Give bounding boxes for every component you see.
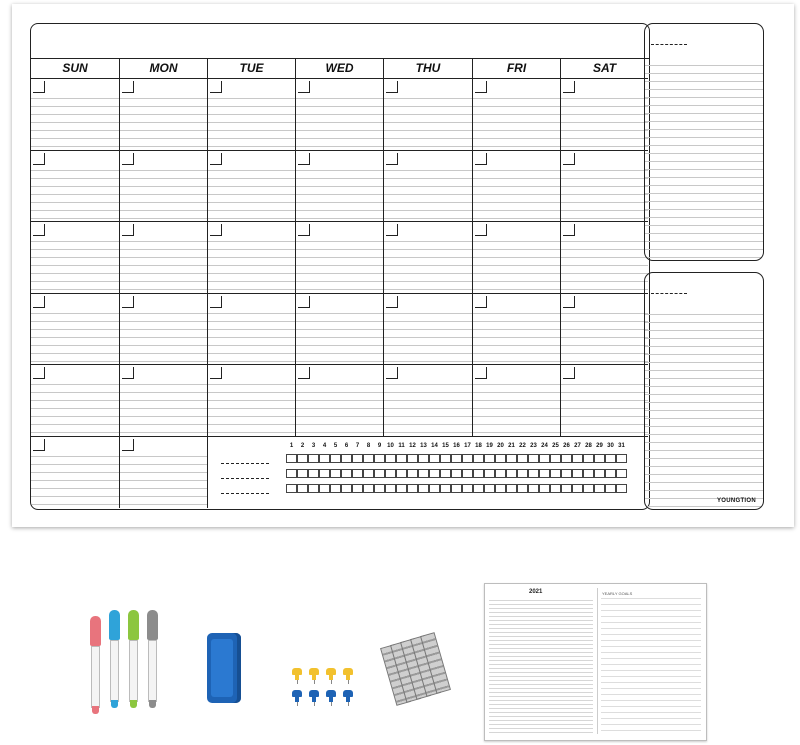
- date-number-box: [210, 224, 222, 236]
- tracker-checkbox: [319, 484, 330, 493]
- date-number-box: [210, 153, 222, 165]
- tracker-checkbox: [605, 454, 616, 463]
- day-cell: [561, 222, 648, 294]
- tracker-day-number: 29: [596, 442, 603, 449]
- tracker-checkbox: [429, 469, 440, 478]
- day-cell: [384, 222, 473, 294]
- day-cell: [473, 79, 561, 151]
- tracker-checkbox: [374, 454, 385, 463]
- marker: [90, 616, 101, 716]
- push-pin: [292, 690, 302, 706]
- tracker-day-number: 21: [508, 442, 515, 449]
- tracker-day-number: 12: [409, 442, 416, 449]
- tracker-checkbox: [330, 484, 341, 493]
- tracker-day-numbers: [286, 443, 627, 449]
- tracker-checkbox: [440, 469, 451, 478]
- tracker-checkbox: [572, 484, 583, 493]
- tracker-checkbox: [462, 469, 473, 478]
- day-cell: [31, 365, 120, 437]
- notes-heading-blank: [651, 293, 687, 294]
- tracker-checkbox: [594, 469, 605, 478]
- tracker-checkbox: [583, 469, 594, 478]
- date-number-box: [33, 81, 45, 93]
- day-cell: [384, 151, 473, 223]
- day-cell: [473, 365, 561, 437]
- tracker-checkbox: [517, 484, 528, 493]
- day-cell: [120, 437, 208, 509]
- day-cell: [296, 151, 384, 223]
- date-number-box: [298, 153, 310, 165]
- tracker-checkbox: [484, 469, 495, 478]
- tracker-day-number: 22: [519, 442, 526, 449]
- tracker-checkbox: [473, 454, 484, 463]
- tracker-checkbox: [374, 469, 385, 478]
- tracker-checkbox: [616, 484, 627, 493]
- tracker-checkbox: [528, 484, 539, 493]
- tracker-checkbox: [319, 454, 330, 463]
- tracker-day-number: 6: [344, 442, 349, 449]
- tracker-checkbox: [572, 454, 583, 463]
- date-number-box: [298, 81, 310, 93]
- tracker-checkbox: [539, 484, 550, 493]
- tracker-checkbox: [484, 454, 495, 463]
- date-number-box: [33, 439, 45, 451]
- date-number-box: [33, 296, 45, 308]
- tracker-day-number: 27: [574, 442, 581, 449]
- tracker-day-number: 26: [563, 442, 570, 449]
- day-cell: [31, 294, 120, 366]
- date-number-box: [122, 153, 134, 165]
- tracker-checkbox: [440, 454, 451, 463]
- tracker-day-number: 25: [552, 442, 559, 449]
- tracker-day-number: 24: [541, 442, 548, 449]
- marker: [109, 610, 120, 710]
- tracker-checkbox: [539, 469, 550, 478]
- marker-body: [110, 640, 119, 702]
- push-pin: [343, 668, 353, 684]
- sheet-divider: [597, 588, 598, 734]
- tracker-checkbox: [407, 469, 418, 478]
- marker-tip: [149, 700, 156, 708]
- tracker-checkbox: [319, 469, 330, 478]
- tracker-checkbox: [462, 484, 473, 493]
- marker-body: [129, 640, 138, 702]
- notes-panel-top: [644, 23, 764, 261]
- tracker-checkbox: [605, 484, 616, 493]
- tracker-checkbox: [473, 469, 484, 478]
- mini-year-calendar: [489, 600, 593, 734]
- day-cell: [296, 365, 384, 437]
- tracker-checkbox: [308, 469, 319, 478]
- tracker-checkbox: [330, 469, 341, 478]
- tracker-checkbox: [594, 454, 605, 463]
- tracker-checkbox: [418, 484, 429, 493]
- day-cell: [120, 294, 208, 366]
- tracker-checkbox: [374, 484, 385, 493]
- tracker-checkbox: [616, 454, 627, 463]
- date-number-box: [298, 367, 310, 379]
- day-cell: [384, 79, 473, 151]
- tracker-checkbox: [517, 454, 528, 463]
- tracker-day-number: 15: [442, 442, 449, 449]
- tracker-checkbox: [429, 454, 440, 463]
- push-pin: [326, 690, 336, 706]
- tracker-checkbox: [418, 454, 429, 463]
- marker-body: [148, 640, 157, 702]
- date-number-box: [210, 81, 222, 93]
- day-cell: [31, 437, 120, 509]
- day-header-fri: FRI: [473, 58, 561, 79]
- tracker-checkbox: [429, 484, 440, 493]
- notes-panel-bottom: [644, 272, 764, 510]
- tracker-day-number: 30: [607, 442, 614, 449]
- day-cell: [384, 365, 473, 437]
- date-number-box: [210, 367, 222, 379]
- date-number-box: [475, 367, 487, 379]
- day-cell: [120, 222, 208, 294]
- sheet-goals-title: YEARLY GOALS: [602, 591, 633, 596]
- tracker-day-number: 18: [475, 442, 482, 449]
- day-cell: [208, 151, 296, 223]
- tracker-checkbox: [385, 484, 396, 493]
- date-number-box: [563, 153, 575, 165]
- tracker-checkbox: [286, 469, 297, 478]
- day-cell: [208, 79, 296, 151]
- day-cell: [208, 222, 296, 294]
- tracker-checkbox: [550, 469, 561, 478]
- tracker-checkbox: [583, 484, 594, 493]
- tracker-checkbox: [605, 469, 616, 478]
- day-cell: [31, 222, 120, 294]
- day-header-thu: THU: [384, 58, 473, 79]
- date-number-box: [475, 153, 487, 165]
- habit-label-blank: [221, 478, 269, 479]
- tracker-day-number: 17: [464, 442, 471, 449]
- marker-cap: [147, 610, 158, 640]
- date-number-box: [298, 224, 310, 236]
- tracker-checkbox: [341, 454, 352, 463]
- day-cell: [296, 294, 384, 366]
- tracker-checkbox: [495, 484, 506, 493]
- date-number-box: [475, 224, 487, 236]
- date-number-box: [386, 296, 398, 308]
- notes-heading-blank: [651, 44, 687, 45]
- habit-label-blank: [221, 493, 269, 494]
- tracker-checkbox: [495, 469, 506, 478]
- tracker-checkbox: [616, 469, 627, 478]
- day-cell: [296, 222, 384, 294]
- tracker-checkbox: [341, 469, 352, 478]
- tracker-checkbox: [561, 484, 572, 493]
- tracker-day-number: 1: [289, 442, 294, 449]
- date-number-box: [298, 296, 310, 308]
- date-number-box: [563, 367, 575, 379]
- day-cell: [31, 79, 120, 151]
- tracker-checkbox: [297, 484, 308, 493]
- tracker-checkbox: [396, 454, 407, 463]
- tracker-checkbox: [385, 469, 396, 478]
- tracker-day-number: 11: [398, 442, 405, 449]
- tracker-checkbox: [407, 484, 418, 493]
- tracker-checkbox: [561, 454, 572, 463]
- date-number-box: [386, 367, 398, 379]
- tracker-checkbox: [352, 484, 363, 493]
- tracker-checkbox: [352, 469, 363, 478]
- tracker-checkbox: [440, 484, 451, 493]
- eraser-grip: [211, 639, 233, 697]
- date-number-box: [563, 296, 575, 308]
- tracker-day-number: 5: [333, 442, 338, 449]
- marker: [147, 610, 158, 710]
- day-header-tue: TUE: [208, 58, 296, 79]
- tracker-checkbox: [286, 484, 297, 493]
- tracker-checkbox: [506, 469, 517, 478]
- tracker-checkbox: [396, 469, 407, 478]
- tracker-checkbox: [528, 454, 539, 463]
- tracker-checkbox: [473, 484, 484, 493]
- tracker-checkbox: [451, 484, 462, 493]
- day-header-sun: SUN: [31, 58, 120, 79]
- day-cell: [561, 365, 648, 437]
- push-pin: [343, 690, 353, 706]
- marker: [128, 610, 139, 710]
- tracker-checkbox: [550, 484, 561, 493]
- push-pin: [309, 668, 319, 684]
- tracker-checkbox: [396, 484, 407, 493]
- day-cell: [31, 151, 120, 223]
- tracker-day-number: 13: [420, 442, 427, 449]
- tracker-checkbox: [297, 454, 308, 463]
- tracker-checkbox-row: [286, 484, 627, 493]
- tracker-checkbox: [506, 484, 517, 493]
- day-cell: [473, 222, 561, 294]
- push-pin: [326, 668, 336, 684]
- date-number-box: [386, 153, 398, 165]
- sheet-year: 2021: [529, 589, 543, 595]
- tracker-checkbox: [517, 469, 528, 478]
- date-number-box: [475, 296, 487, 308]
- brand-logo: YOUNGTION: [716, 498, 756, 504]
- push-pin: [309, 690, 319, 706]
- habit-label-blank: [221, 463, 269, 464]
- tracker-day-number: 2: [300, 442, 305, 449]
- tracker-checkbox: [561, 469, 572, 478]
- tracker-day-number: 23: [530, 442, 537, 449]
- tracker-checkbox: [341, 484, 352, 493]
- marker-cap: [90, 616, 101, 646]
- marker-cap: [109, 610, 120, 640]
- day-cell: [120, 79, 208, 151]
- tracker-checkbox: [506, 454, 517, 463]
- date-number-box: [475, 81, 487, 93]
- tracker-day-number: 20: [497, 442, 504, 449]
- day-header-mon: MON: [120, 58, 208, 79]
- date-number-box: [563, 81, 575, 93]
- tracker-day-number: 9: [377, 442, 382, 449]
- tracker-checkbox: [297, 469, 308, 478]
- date-number-box: [386, 224, 398, 236]
- goals-lines: [601, 598, 701, 734]
- tracker-day-number: 4: [322, 442, 327, 449]
- marker-tip: [130, 700, 137, 708]
- tracker-day-number: 19: [486, 442, 493, 449]
- date-number-box: [122, 439, 134, 451]
- date-number-box: [33, 224, 45, 236]
- tracker-day-number: 16: [453, 442, 460, 449]
- tracker-checkbox: [550, 454, 561, 463]
- tracker-checkbox: [363, 454, 374, 463]
- marker-cap: [128, 610, 139, 640]
- tracker-checkbox: [407, 454, 418, 463]
- tracker-checkbox: [528, 469, 539, 478]
- date-number-box: [122, 296, 134, 308]
- date-number-box: [33, 367, 45, 379]
- tracker-checkbox: [462, 454, 473, 463]
- date-number-box: [122, 81, 134, 93]
- month-title-bar: [31, 24, 649, 59]
- day-cell: [120, 365, 208, 437]
- tracker-checkbox: [330, 454, 341, 463]
- tracker-checkbox: [352, 454, 363, 463]
- day-cell: [208, 365, 296, 437]
- push-pin: [292, 668, 302, 684]
- day-cell: [384, 294, 473, 366]
- tracker-day-number: 10: [387, 442, 394, 449]
- day-cell: [473, 151, 561, 223]
- tracker-checkbox: [572, 469, 583, 478]
- date-number-box: [122, 224, 134, 236]
- tracker-checkbox: [539, 454, 550, 463]
- tracker-checkbox-row: [286, 469, 627, 478]
- tracker-checkbox: [594, 484, 605, 493]
- tracker-checkbox: [418, 469, 429, 478]
- magnetic-eraser: [207, 633, 241, 703]
- tracker-day-number: 7: [355, 442, 360, 449]
- date-number-box: [210, 296, 222, 308]
- monthly-calendar-grid: [30, 23, 650, 510]
- tracker-day-number: 28: [585, 442, 592, 449]
- tracker-day-number: 8: [366, 442, 371, 449]
- habit-tracker: [209, 437, 650, 508]
- marker-tip: [92, 706, 99, 714]
- tracker-checkbox: [484, 484, 495, 493]
- day-header-wed: WED: [296, 58, 384, 79]
- tracker-checkbox: [363, 469, 374, 478]
- yearly-goals-sheet: [484, 583, 707, 741]
- tracker-checkbox-row: [286, 454, 627, 463]
- tracker-checkbox: [308, 484, 319, 493]
- day-cell: [473, 294, 561, 366]
- marker-tip: [111, 700, 118, 708]
- day-cell: [561, 294, 648, 366]
- day-cell: [296, 79, 384, 151]
- tracker-checkbox: [286, 454, 297, 463]
- tracker-day-number: 31: [618, 442, 625, 449]
- date-number-box: [122, 367, 134, 379]
- tracker-checkbox: [385, 454, 396, 463]
- day-cell: [561, 151, 648, 223]
- date-number-box: [386, 81, 398, 93]
- date-number-box: [33, 153, 45, 165]
- day-cell: [208, 294, 296, 366]
- tracker-day-number: 14: [431, 442, 438, 449]
- tracker-checkbox: [495, 454, 506, 463]
- day-cell: [120, 151, 208, 223]
- tracker-day-number: 3: [311, 442, 316, 449]
- date-number-box: [563, 224, 575, 236]
- marker-body: [91, 646, 100, 708]
- tracker-checkbox: [451, 469, 462, 478]
- day-cell: [561, 79, 648, 151]
- day-header-sat: SAT: [561, 58, 648, 79]
- tracker-checkbox: [451, 454, 462, 463]
- tracker-checkbox: [583, 454, 594, 463]
- tracker-checkbox: [308, 454, 319, 463]
- tracker-checkbox: [363, 484, 374, 493]
